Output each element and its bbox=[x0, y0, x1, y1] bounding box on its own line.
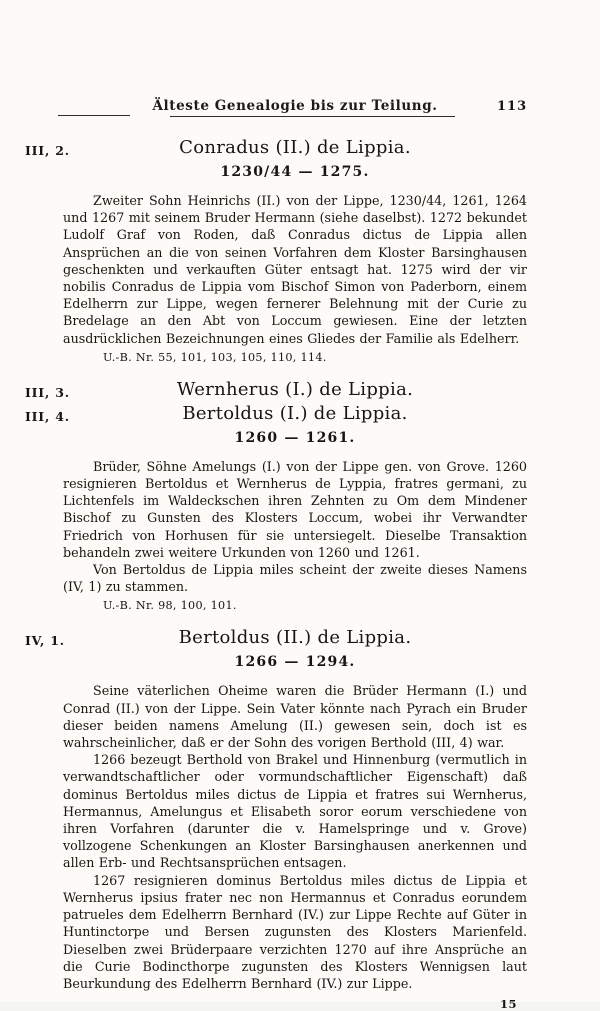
title-row bbox=[25, 378, 527, 402]
margin-label: III, 2. bbox=[25, 143, 70, 158]
source-citation: U.-B. Nr. 55, 101, 103, 105, 110, 114. bbox=[103, 350, 327, 364]
margin-label: III, 3. bbox=[25, 384, 70, 400]
paragraph: 1266 bezeugt Berthold von Brakel und Hinnenburg (vermutlich in verwandtschaftlicher oder vormundschaftlicher Eigenschaft) daß dominus Bertoldus miles dictus de Lippia et fratres sui Wernherus, Hermannus, Amelungus et Elisabeth soror eorum verschiedene von ihren Vorfahren (darunter die v. Hamelspringe und v. Grove) vollzogene Schenkungen an Kloster Barsinghausen anerkennen und allen Erb- und Rechtsansprüchen entsagen. bbox=[63, 752, 527, 871]
section-conradus-ii bbox=[25, 136, 527, 365]
title-row bbox=[25, 136, 527, 160]
paragraph: Zweiter Sohn Heinrichs (II.) von der Lippe, 1230/44, 1261, 1264 und 1267 mit seinem Bruder Hermann (siehe daselbst). 1272 bekundet Ludolf Graf von Roden, daß Conradus dictus de Lippia allen Ansprüchen an die von seinen Vorfahren dem Kloster Barsinghausen geschenkten und verkauften Güter entsagt hat. 1275 wird der vir nobilis Conradus de Lippia vom Bischof Simon von Paderborn, einem Edelherrn zur Lippe, wegen fernerer Belehnung mit der Curie zu Bredelage an den Abt von Loccum gewiesen. Eine der letzten ausdrücklichen Bezeichnungen eines Gliedes der Familie als Edelherr. bbox=[63, 193, 527, 346]
section-dates: 1260 — 1261. bbox=[234, 429, 356, 446]
header-underline bbox=[170, 116, 455, 117]
running-head-title: Älteste Genealogie bis zur Teilung. bbox=[152, 98, 438, 114]
paragraph: 1267 resignieren dominus Bertoldus miles dictus de Lippia et Wernherus ipsius frater nec non Hermannus et Conradus eorundem patrueles dem Edelherrn Bernhard (IV.) zur Lippe Rechte auf Güter in Huntinctorpe und Bersen zugunsten des Klosters Marienfeld. Dieselben zwei Brüderpaare verzichten 1270 auf ihre Ansprüche an die Curie Bodincthorpe zugunsten des Klosters Wennigsen laut Beurkundung des Edelherrn Bernhard (IV.) zur Lippe. bbox=[63, 872, 527, 991]
page-number: 113 bbox=[497, 99, 528, 114]
section-wernherus-bertoldus bbox=[25, 378, 527, 614]
paragraph: Von Bertoldus de Lippia miles scheint der zweite dieses Namens (IV, 1) zu stammen. bbox=[63, 562, 527, 595]
section-title: Bertoldus (II.) de Lippia. bbox=[178, 627, 412, 649]
section-title: Bertoldus (I.) de Lippia. bbox=[182, 402, 408, 424]
title-row bbox=[25, 626, 527, 650]
sheet-signature-mark: 15 bbox=[499, 997, 517, 1011]
margin-label: IV, 1. bbox=[25, 633, 65, 649]
section-dates: 1230/44 — 1275. bbox=[220, 164, 370, 180]
section-dates: 1266 — 1294. bbox=[234, 654, 356, 671]
title-row bbox=[25, 402, 527, 426]
paragraph: Seine väterlichen Oheime waren die Brüder Hermann (I.) und Conrad (II.) von der Lippe. Sein Vater könnte nach Pyrach ein Bruder dieser beiden namens Amelung (II.) gewesen sein, doch ist es wahrscheinlicher, daß er der Sohn des vorigen Berthold (III, 4) war. bbox=[63, 683, 527, 751]
header-rule-left bbox=[58, 115, 130, 116]
section-bertoldus-ii bbox=[25, 626, 527, 992]
paragraph: Brüder, Söhne Amelungs (I.) von der Lippe gen. von Grove. 1260 resignieren Bertoldus et Wernherus de Lyppia, fratres germani, zu Lichtenfels im Waldeckschen ihren Zehnten zu Om dem Mindener Bischof zu Gunsten des Klosters Loccum, wobei ihr Verwandter Friedrich von Horhusen für sie untersiegelt. Dieselbe Transaktion behandeln zwei weitere Urkunden von 1260 und 1261. bbox=[63, 458, 527, 560]
section-title: Wernherus (I.) de Lippia. bbox=[176, 378, 414, 400]
section-title: Conradus (II.) de Lippia. bbox=[179, 137, 411, 158]
running-head bbox=[63, 98, 527, 122]
margin-label: III, 4. bbox=[25, 408, 70, 424]
source-citation: U.-B. Nr. 98, 100, 101. bbox=[103, 599, 237, 613]
